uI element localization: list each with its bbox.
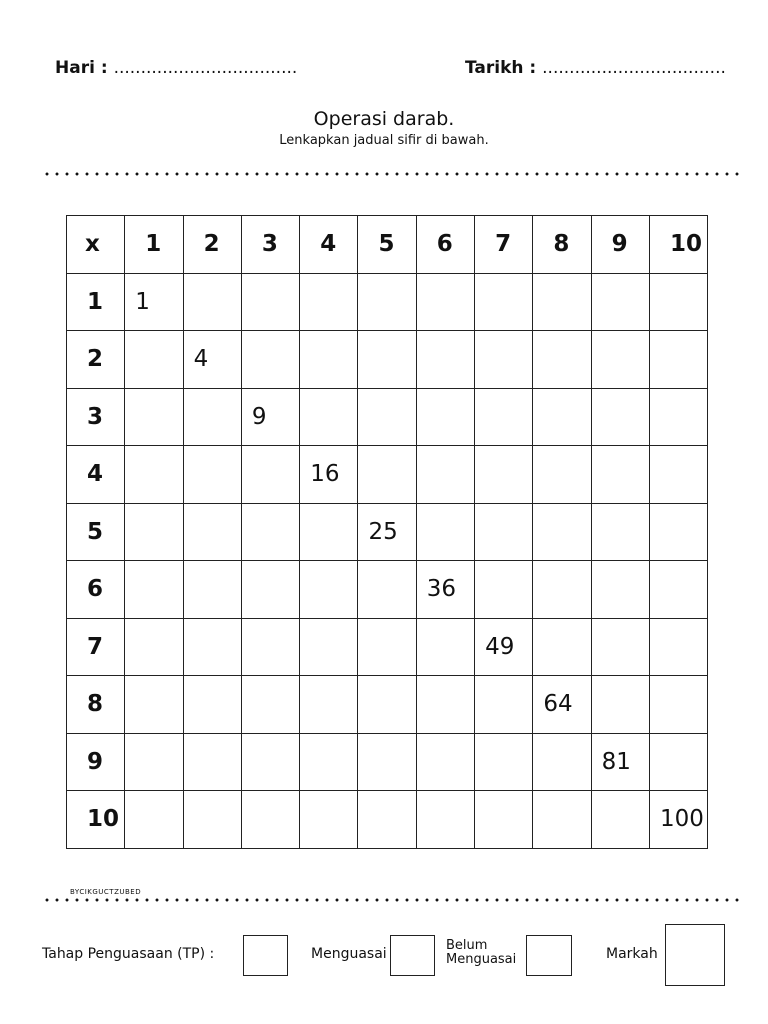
row-header [67, 503, 125, 561]
diagonal-cell [591, 733, 649, 791]
row-header-text: 8 [87, 691, 104, 718]
answer-cell[interactable] [591, 273, 649, 331]
answer-cell[interactable] [358, 676, 416, 734]
answer-cell[interactable] [358, 618, 416, 676]
hari-label: Hari : [55, 58, 108, 78]
table-row [67, 331, 708, 389]
row-header-text: 10 [87, 806, 120, 833]
answer-cell[interactable] [125, 561, 183, 619]
answer-cell[interactable] [241, 331, 299, 389]
answer-cell[interactable] [358, 561, 416, 619]
answer-cell[interactable] [241, 618, 299, 676]
table-row [67, 503, 708, 561]
row-header-text: 6 [87, 576, 104, 603]
row-header-text: 1 [87, 288, 104, 315]
tarikh-field [465, 58, 726, 78]
row-header [67, 618, 125, 676]
answer-cell[interactable] [649, 733, 707, 791]
tp-label: Tahap Penguasaan (TP) : [42, 946, 215, 962]
answer-cell[interactable] [416, 331, 474, 389]
answer-cell[interactable] [183, 388, 241, 446]
answer-cell[interactable] [358, 331, 416, 389]
diagonal-cell-text: 16 [310, 461, 340, 488]
answer-cell[interactable] [183, 273, 241, 331]
table-row [67, 676, 708, 734]
answer-cell[interactable] [300, 273, 358, 331]
diagonal-cell [183, 331, 241, 389]
diagonal-cell [475, 618, 533, 676]
answer-cell[interactable] [300, 791, 358, 849]
answer-cell[interactable] [475, 561, 533, 619]
column-header-text: 1 [145, 231, 162, 258]
answer-cell[interactable] [241, 561, 299, 619]
answer-cell[interactable] [125, 503, 183, 561]
answer-cell[interactable] [125, 676, 183, 734]
answer-cell[interactable] [591, 503, 649, 561]
answer-cell[interactable] [241, 733, 299, 791]
tarikh-label: Tarikh : [465, 58, 537, 78]
markah-label: Markah [606, 946, 658, 962]
answer-cell[interactable] [591, 618, 649, 676]
answer-cell[interactable] [649, 331, 707, 389]
diagonal-cell [125, 273, 183, 331]
answer-cell[interactable] [533, 618, 591, 676]
answer-cell[interactable] [591, 388, 649, 446]
answer-cell[interactable] [533, 561, 591, 619]
answer-cell[interactable] [416, 733, 474, 791]
answer-cell[interactable] [475, 273, 533, 331]
answer-cell[interactable] [533, 273, 591, 331]
column-header [300, 216, 358, 274]
answer-cell[interactable] [300, 503, 358, 561]
answer-cell[interactable] [591, 446, 649, 504]
diagonal-cell-text: 49 [485, 633, 515, 660]
answer-cell[interactable] [649, 503, 707, 561]
dotted-divider-bottom [42, 898, 742, 902]
column-header-text: 8 [553, 231, 570, 258]
row-header [67, 331, 125, 389]
row-header-text: 4 [87, 461, 104, 488]
row-header-text: 5 [87, 518, 104, 545]
column-header [125, 216, 183, 274]
worksheet-instruction: Lenkapkan jadual sifir di bawah. [279, 133, 489, 148]
answer-cell[interactable] [183, 503, 241, 561]
hari-blank[interactable]: .................................. [113, 58, 298, 78]
dotted-divider-top [42, 172, 742, 176]
column-header-text: 10 [669, 231, 702, 258]
row-header-text: 2 [87, 346, 104, 373]
column-header [533, 216, 591, 274]
answer-cell[interactable] [649, 388, 707, 446]
column-header-text: 7 [495, 231, 512, 258]
corner-cell-text: x [85, 231, 100, 258]
answer-cell[interactable] [358, 791, 416, 849]
diagonal-cell [533, 676, 591, 734]
menguasai-checkbox[interactable] [390, 935, 435, 976]
answer-cell[interactable] [475, 388, 533, 446]
column-header [591, 216, 649, 274]
answer-cell[interactable] [475, 331, 533, 389]
answer-cell[interactable] [475, 733, 533, 791]
answer-cell[interactable] [183, 446, 241, 504]
answer-cell[interactable] [300, 676, 358, 734]
row-header [67, 791, 125, 849]
answer-cell[interactable] [358, 446, 416, 504]
multiplication-table [66, 215, 708, 849]
answer-cell[interactable] [300, 388, 358, 446]
row-header-text: 3 [87, 403, 104, 430]
answer-cell[interactable] [591, 676, 649, 734]
column-header [649, 216, 707, 274]
answer-cell[interactable] [533, 331, 591, 389]
answer-cell[interactable] [183, 733, 241, 791]
column-header-text: 6 [436, 231, 453, 258]
answer-cell[interactable] [533, 791, 591, 849]
markah-box[interactable] [665, 924, 725, 986]
answer-cell[interactable] [416, 676, 474, 734]
answer-cell[interactable] [125, 388, 183, 446]
answer-cell[interactable] [533, 733, 591, 791]
table-row [67, 388, 708, 446]
answer-cell[interactable] [649, 676, 707, 734]
belum-menguasai-checkbox[interactable] [526, 935, 572, 976]
answer-cell[interactable] [300, 733, 358, 791]
answer-cell[interactable] [241, 791, 299, 849]
answer-cell[interactable] [358, 733, 416, 791]
answer-cell[interactable] [475, 503, 533, 561]
column-header-text: 4 [320, 231, 337, 258]
answer-cell[interactable] [183, 618, 241, 676]
diagonal-cell-text: 9 [251, 403, 267, 430]
column-header-text: 3 [261, 231, 278, 258]
tp-box[interactable] [243, 935, 288, 976]
answer-cell[interactable] [591, 791, 649, 849]
column-header [475, 216, 533, 274]
diagonal-cell-text: 4 [193, 346, 209, 373]
diagonal-cell-text: 25 [368, 518, 398, 545]
diagonal-cell [241, 388, 299, 446]
answer-cell[interactable] [591, 561, 649, 619]
answer-cell[interactable] [358, 388, 416, 446]
answer-cell[interactable] [416, 446, 474, 504]
column-header-text: 5 [378, 231, 395, 258]
diagonal-cell-text: 1 [135, 288, 150, 315]
answer-cell[interactable] [475, 791, 533, 849]
corner-cell [67, 216, 125, 274]
row-header [67, 388, 125, 446]
table-row [67, 618, 708, 676]
answer-cell[interactable] [649, 561, 707, 619]
diagonal-cell [649, 791, 707, 849]
answer-cell[interactable] [241, 273, 299, 331]
answer-cell[interactable] [533, 388, 591, 446]
row-header-text: 7 [87, 633, 104, 660]
answer-cell[interactable] [416, 388, 474, 446]
diagonal-cell-text: 100 [659, 806, 704, 833]
row-header-text: 9 [87, 748, 104, 775]
table-row [67, 446, 708, 504]
column-header-text: 2 [203, 231, 220, 258]
answer-cell[interactable] [416, 503, 474, 561]
column-header [416, 216, 474, 274]
worksheet-title: Operasi darab. [313, 108, 455, 130]
answer-cell[interactable] [183, 676, 241, 734]
row-header [67, 561, 125, 619]
table-header-row [67, 216, 708, 274]
column-header [183, 216, 241, 274]
column-header [241, 216, 299, 274]
column-header [358, 216, 416, 274]
row-header [67, 273, 125, 331]
answer-cell[interactable] [649, 446, 707, 504]
answer-cell[interactable] [241, 446, 299, 504]
row-header [67, 676, 125, 734]
answer-cell[interactable] [125, 791, 183, 849]
diagonal-cell [300, 446, 358, 504]
answer-cell[interactable] [300, 561, 358, 619]
answer-cell[interactable] [125, 733, 183, 791]
answer-cell[interactable] [183, 791, 241, 849]
table-row [67, 561, 708, 619]
diagonal-cell-text: 64 [543, 691, 573, 718]
belum-line2: Menguasai [446, 952, 517, 967]
diagonal-cell-text: 81 [601, 748, 631, 775]
row-header [67, 446, 125, 504]
author-credit: BYCIKGUCTZUBED [70, 888, 142, 896]
answer-cell[interactable] [591, 331, 649, 389]
menguasai-label: Menguasai [311, 946, 387, 962]
belum-menguasai-label [446, 939, 516, 967]
answer-cell[interactable] [649, 618, 707, 676]
answer-cell[interactable] [183, 561, 241, 619]
answer-cell[interactable] [125, 446, 183, 504]
answer-cell[interactable] [649, 273, 707, 331]
row-header [67, 733, 125, 791]
hari-field [55, 58, 297, 78]
answer-cell[interactable] [125, 618, 183, 676]
answer-cell[interactable] [125, 331, 183, 389]
belum-line1: Belum [446, 938, 488, 953]
answer-cell[interactable] [241, 676, 299, 734]
answer-cell[interactable] [358, 273, 416, 331]
diagonal-cell [358, 503, 416, 561]
column-header-text: 9 [611, 231, 628, 258]
answer-cell[interactable] [475, 676, 533, 734]
answer-cell[interactable] [533, 503, 591, 561]
answer-cell[interactable] [475, 446, 533, 504]
tarikh-blank[interactable]: .................................. [542, 58, 726, 78]
answer-cell[interactable] [241, 503, 299, 561]
answer-cell[interactable] [300, 331, 358, 389]
answer-cell[interactable] [300, 618, 358, 676]
diagonal-cell-text: 36 [426, 576, 457, 603]
answer-cell[interactable] [416, 791, 474, 849]
diagonal-cell [416, 561, 474, 619]
answer-cell[interactable] [533, 446, 591, 504]
table-row [67, 273, 708, 331]
table-row [67, 791, 708, 849]
table-row [67, 733, 708, 791]
answer-cell[interactable] [416, 618, 474, 676]
answer-cell[interactable] [416, 273, 474, 331]
